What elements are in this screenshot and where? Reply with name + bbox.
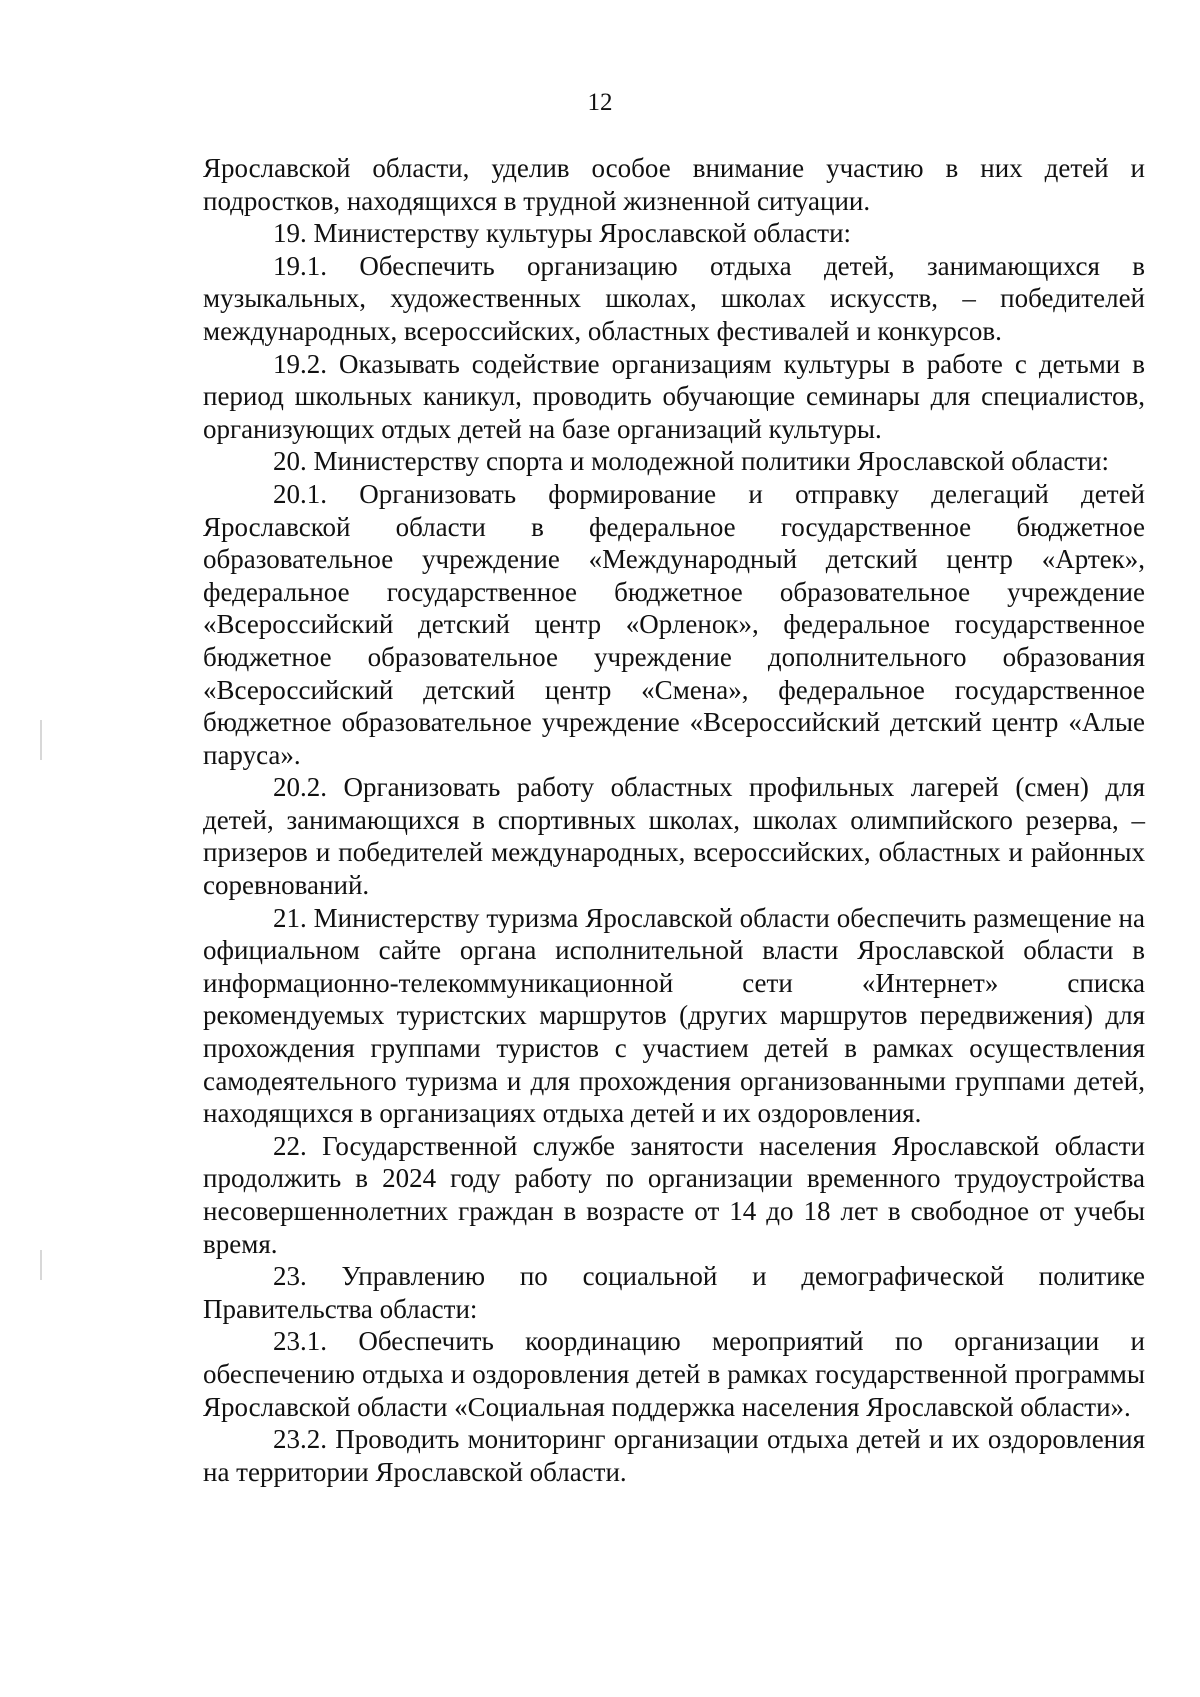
document-body [203,152,1145,1488]
paragraph-item-20-2: 20.2. Организовать работу областных профильных лагерей (смен) для детей, занимающихся в спортивных школах, школах олимпийского резерва, – призеров и победителей международных, всероссийских, областных и районных соревнований. [203,772,1145,901]
page-number: 12 [587,89,613,116]
paragraph-item-19-1: 19.1. Обеспечить организацию отдыха детей, занимающихся в музыкальных, художественных школах, школах искусств, – победителей международных, всероссийских, областных фестивалей и конкурсов. [203,250,1145,346]
paragraph-item-19-2: 19.2. Оказывать содействие организациям культуры в работе с детьми в период школьных каникул, проводить обучающие семинары для специалистов, организующих отдых детей на базе организаций культуры. [203,348,1145,444]
paragraph-item-21: 21. Министерству туризма Ярославской области обеспечить размещение на официальном сайте органа исполнительной власти Ярославской области в информационно-телекоммуникационной сети «Интернет» списка рекомендуемых туристских маршрутов (других маршрутов передвижения) для прохождения группами туристов с участием детей в рамках осуществления самодеятельного туризма и для прохождения организованными группами детей, находящихся в организациях отдыха детей и их оздоровления. [203,902,1145,1129]
scan-artifact-line [40,720,42,760]
paragraph-item-23-1: 23.1. Обеспечить координацию мероприятий по организации и обеспечению отдыха и оздоровления детей в рамках государственной программы Ярославской области «Социальная поддержка населения Ярославской области». [203,1326,1145,1422]
paragraph-item-19: 19. Министерству культуры Ярославской области: [273,218,852,249]
paragraph-item-22: 22. Государственной службе занятости населения Ярославской области продолжить в 2024 году работу по организации временного трудоустройства несовершеннолетних граждан в возрасте от 14 до 18 лет в свободное от учебы время. [203,1130,1145,1259]
scan-artifact-line [40,1250,42,1280]
paragraph-item-20: 20. Министерству спорта и молодежной политики Ярославской области: [273,446,1110,477]
paragraph-continuation: Ярославской области, уделив особое внимание участию в них детей и подростков, находящихся в трудной жизненной ситуации. [203,153,1145,216]
paragraph-item-23-2: 23.2. Проводить мониторинг организации отдыха детей и их оздоровления на территории Ярославской области. [203,1424,1145,1487]
paragraph-item-23: 23. Управлению по социальной и демографической политике Правительства области: [203,1261,1145,1324]
paragraph-item-20-1: 20.1. Организовать формирование и отправку делегаций детей Ярославской области в федеральное государственное бюджетное образовательное учреждение «Международный детский центр «Артек», федеральное государственное бюджетное образовательное учреждение «Всероссийский детский центр «Орленок», федеральное государственное бюджетное образовательное учреждение дополнительного образования «Всероссийский детский центр «Смена», федеральное государственное бюджетное образовательное учреждение «Всероссийский детский центр «Алые паруса». [203,478,1145,770]
